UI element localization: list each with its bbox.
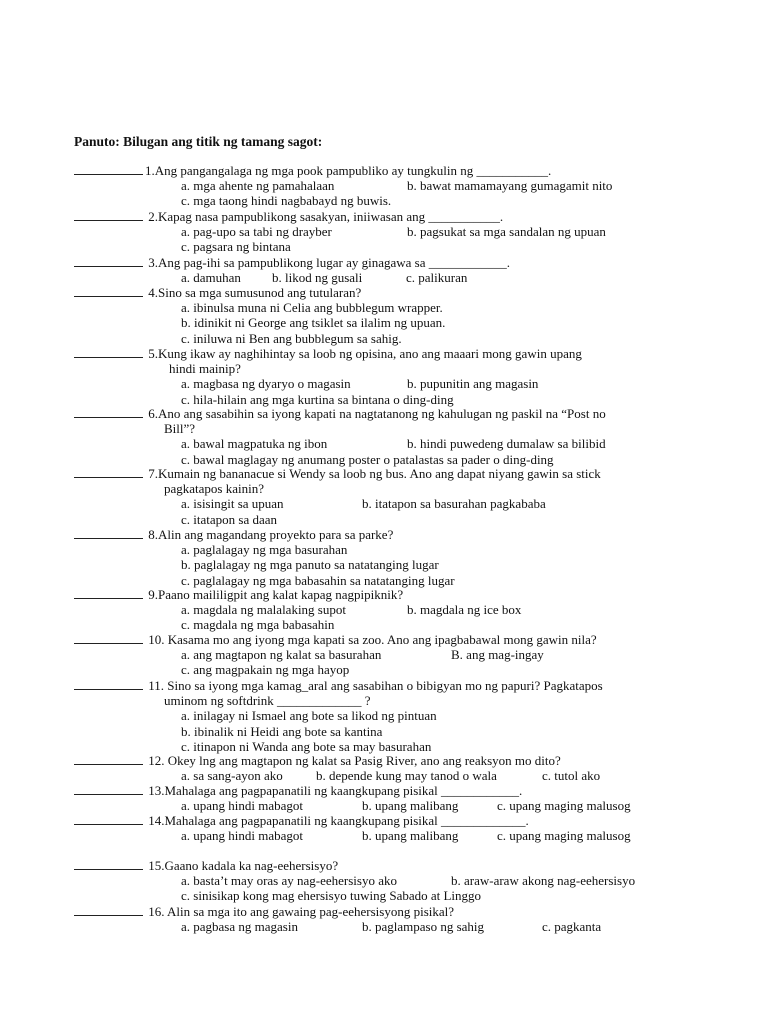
option-b[interactable]: b. upang malibang — [362, 828, 459, 844]
question-3 — [74, 255, 714, 285]
option-a[interactable]: a. damuhan — [181, 270, 241, 286]
question-text: 7.Kumain ng bananacue si Wendy sa loob ng bus. Ano ang dapat niyang gawin sa stick — [145, 466, 601, 481]
question-5 — [74, 346, 714, 407]
option-b[interactable]: b. pagsukat sa mga sandalan ng upuan — [407, 224, 606, 240]
answer-blank[interactable] — [74, 813, 143, 825]
question-7 — [74, 466, 714, 527]
option-a[interactable]: a. upang hindi mabagot — [181, 798, 304, 814]
option-a[interactable]: a. basta’t may oras ay nag-eehersisyo ako — [181, 873, 397, 889]
question-text: 8.Alin ang magandang proyekto para sa parke? — [145, 527, 394, 542]
question-text: 6.Ano ang sasabihin sa iyong kapati na nagtatanong ng kahulugan ng paskil na “Post no — [145, 406, 606, 421]
answer-blank[interactable] — [74, 346, 143, 358]
question-2 — [74, 209, 714, 255]
option-c[interactable]: c. ang magpakain ng mga hayop — [181, 662, 350, 678]
option-c[interactable]: c. upang maging malusog — [497, 798, 631, 814]
option-c[interactable]: c. pagsara ng bintana — [181, 239, 291, 255]
question-8 — [74, 527, 714, 588]
question-text-continued: pagkatapos kainin? — [164, 481, 264, 497]
option-b[interactable]: b. paglalagay ng mga panuto sa natatanging lugar — [181, 557, 439, 573]
answer-blank[interactable] — [74, 163, 143, 175]
question-text: 9.Paano maililigpit ang kalat kapag nagpipiknik? — [145, 587, 404, 602]
option-c[interactable]: c. itinapon ni Wanda ang bote sa may basurahan — [181, 738, 432, 754]
option-b[interactable]: b. ibinalik ni Heidi ang bote sa kantina — [181, 723, 383, 739]
option-c[interactable]: c. tutol ako — [542, 768, 601, 784]
question-text-continued: uminom ng softdrink _____________ ? — [164, 693, 371, 709]
option-a[interactable]: a. ang magtapon ng kalat sa basurahan — [181, 647, 382, 663]
option-c[interactable]: c. iniluwa ni Ben ang bubblegum sa sahig. — [181, 330, 402, 346]
option-b[interactable]: b. idinikit ni George ang tsiklet sa ilalim ng upuan. — [181, 315, 446, 331]
instructions: Panuto: Bilugan ang titik ng tamang sagot: — [74, 134, 323, 149]
option-b[interactable]: b. upang malibang — [362, 798, 459, 814]
question-text: 11. Sino sa iyong mga kamag_aral ang sasabihan o bibigyan mo ng papuri? Pagkatapos — [145, 678, 603, 693]
option-a[interactable]: a. ibinulsa muna ni Celia ang bubblegum wrapper. — [181, 300, 443, 316]
option-c[interactable]: c. mga taong hindi nagbabayd ng buwis. — [181, 193, 392, 209]
question-16 — [74, 904, 714, 934]
option-c[interactable]: c. itatapon sa daan — [181, 511, 278, 527]
option-a[interactable]: a. pag-upo sa tabi ng drayber — [181, 224, 332, 240]
answer-blank[interactable] — [74, 285, 143, 297]
question-text-continued: hindi mainip? — [169, 361, 241, 377]
answer-blank[interactable] — [74, 406, 143, 418]
option-b[interactable]: b. araw-araw akong nag-eehersisyo — [451, 873, 636, 889]
option-b[interactable]: b. hindi puwedeng dumalaw sa bilibid — [407, 436, 606, 452]
question-text: 5.Kung ikaw ay naghihintay sa loob ng opisina, ano ang maaari mong gawin upang — [145, 346, 582, 361]
answer-blank[interactable] — [74, 255, 143, 267]
option-a[interactable]: a. inilagay ni Ismael ang bote sa likod ng pintuan — [181, 708, 437, 724]
option-a[interactable]: a. magbasa ng dyaryo o magasin — [181, 376, 351, 392]
question-12 — [74, 753, 714, 783]
option-a[interactable]: a. paglalagay ng mga basurahan — [181, 542, 348, 558]
question-text: 13.Mahalaga ang pagpapanatili ng kaangkupang pisikal ____________. — [145, 783, 523, 798]
option-b[interactable]: b. depende kung may tanod o wala — [316, 768, 497, 784]
question-text: 14.Mahalaga ang pagpapanatili ng kaangkupang pisikal _____________. — [145, 813, 529, 828]
answer-blank[interactable] — [74, 753, 143, 765]
option-c[interactable]: c. hila-hilain ang mga kurtina sa bintana o ding-ding — [181, 391, 454, 407]
option-b[interactable]: B. ang mag-ingay — [451, 647, 544, 663]
option-b[interactable]: b. paglampaso ng sahig — [362, 919, 485, 935]
answer-blank[interactable] — [74, 783, 143, 795]
option-b[interactable]: b. magdala ng ice box — [407, 602, 522, 618]
answer-blank[interactable] — [74, 858, 143, 870]
answer-blank[interactable] — [74, 587, 143, 599]
question-6 — [74, 406, 714, 467]
question-text: 1.Ang pangangalaga ng mga pook pampubliko ay tungkulin ng ___________. — [145, 163, 552, 178]
answer-blank[interactable] — [74, 678, 143, 690]
option-a[interactable]: a. upang hindi mabagot — [181, 828, 304, 844]
question-14 — [74, 813, 714, 843]
option-b[interactable]: b. pupunitin ang magasin — [407, 376, 539, 392]
question-text: 16. Alin sa mga ito ang gawaing pag-eehersisyong pisikal? — [145, 904, 455, 919]
question-text: 4.Sino sa mga sumusunod ang tutularan? — [145, 285, 362, 300]
question-text: 15.Gaano kadala ka nag-eehersisyo? — [145, 858, 339, 873]
option-c[interactable]: c. magdala ng mga babasahin — [181, 617, 335, 633]
option-c[interactable]: c. paglalagay ng mga babasahin sa natatanging lugar — [181, 572, 455, 588]
option-a[interactable]: a. mga ahente ng pamahalaan — [181, 178, 335, 194]
question-1 — [74, 163, 714, 209]
option-c[interactable]: c. pagkanta — [542, 919, 602, 935]
question-11 — [74, 678, 714, 754]
option-a[interactable]: a. magdala ng malalaking supot — [181, 602, 346, 618]
option-b[interactable]: b. itatapon sa basurahan pagkababa — [362, 496, 546, 512]
answer-blank[interactable] — [74, 466, 143, 478]
option-c[interactable]: c. sinisikap kong mag ehersisyo tuwing Sabado at Linggo — [181, 888, 482, 904]
question-4 — [74, 285, 714, 346]
option-a[interactable]: a. pagbasa ng magasin — [181, 919, 298, 935]
answer-blank[interactable] — [74, 904, 143, 916]
option-c[interactable]: c. bawal maglagay ng anumang poster o patalastas sa pader o ding-ding — [181, 451, 554, 467]
option-c[interactable]: c. palikuran — [406, 270, 468, 286]
question-text-continued: Bill”? — [164, 421, 196, 437]
option-c[interactable]: c. upang maging malusog — [497, 828, 631, 844]
answer-blank[interactable] — [74, 209, 143, 221]
question-15 — [74, 858, 714, 904]
option-a[interactable]: a. sa sang-ayon ako — [181, 768, 283, 784]
answer-blank[interactable] — [74, 527, 143, 539]
question-text: 12. Okey lng ang magtapon ng kalat sa Pasig River, ano ang reaksyon mo dito? — [145, 753, 561, 768]
question-text: 3.Ang pag-ihi sa pampublikong lugar ay ginagawa sa ____________. — [145, 255, 511, 270]
question-text: 2.Kapag nasa pampublikong sasakyan, iniiwasan ang ___________. — [145, 209, 504, 224]
option-a[interactable]: a. bawal magpatuka ng ibon — [181, 436, 328, 452]
question-10 — [74, 632, 714, 678]
question-13 — [74, 783, 714, 813]
option-b[interactable]: b. bawat mamamayang gumagamit nito — [407, 178, 613, 194]
answer-blank[interactable] — [74, 632, 143, 644]
question-text: 10. Kasama mo ang iyong mga kapati sa zoo. Ano ang ipagbabawal mong gawin nila? — [145, 632, 597, 647]
option-b[interactable]: b. likod ng gusali — [272, 270, 363, 286]
option-a[interactable]: a. isisingit sa upuan — [181, 496, 284, 512]
question-9 — [74, 587, 714, 633]
